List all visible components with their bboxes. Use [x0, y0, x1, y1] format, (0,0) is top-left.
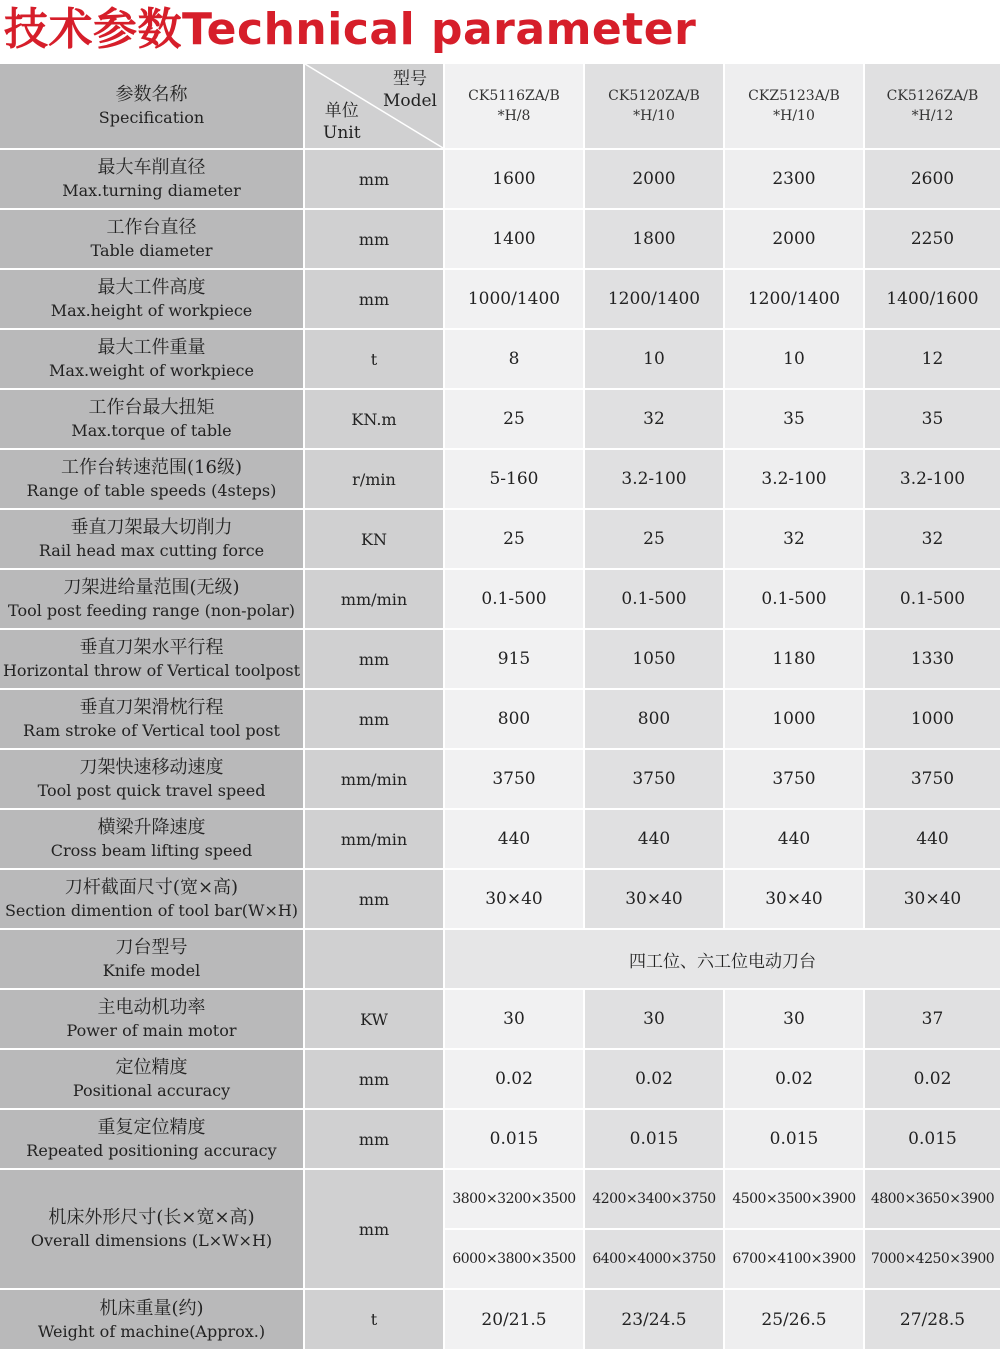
value-text: 0.02: [495, 1069, 533, 1089]
value-cell: [584, 569, 724, 629]
model-header-en: Model: [382, 91, 437, 111]
value-text: 2000: [772, 229, 816, 249]
unit-cell: [304, 629, 444, 689]
value-text: 3.2-100: [899, 469, 966, 489]
value-text: 0.1-500: [621, 589, 687, 609]
value-cell: [444, 209, 584, 269]
value-cell: [444, 149, 584, 209]
value-text: 20/21.5: [481, 1309, 547, 1330]
value-cell: [724, 449, 864, 509]
value-text: 32: [783, 529, 805, 549]
value-cell: [584, 329, 724, 389]
value-cell: [864, 689, 1000, 749]
value-text: 3750: [492, 769, 536, 789]
value-cell: [444, 809, 584, 869]
value-cell: [864, 989, 1000, 1049]
value-cell: [444, 1109, 584, 1169]
unit-cell: [304, 749, 444, 809]
value-text: 0.02: [913, 1069, 952, 1089]
spec-cell: [0, 1049, 304, 1109]
value-text: 1400/1600: [886, 289, 979, 309]
value-cell: [724, 149, 864, 209]
value-cell: [724, 509, 864, 569]
value-cell: [724, 809, 864, 869]
spec-header-zh: 参数名称: [115, 84, 188, 105]
value-cell: [864, 629, 1000, 689]
spec-zh: 主电动机功率: [97, 997, 206, 1018]
value-cell: [864, 1289, 1000, 1349]
value-text: 32: [643, 409, 665, 429]
value-text: 3750: [632, 769, 676, 789]
spec-zh: 机床外形尺寸(长×宽×高): [48, 1207, 255, 1228]
value-text: 800: [637, 709, 671, 729]
value-text: 0.015: [908, 1129, 957, 1149]
header-row: [0, 63, 1000, 149]
spec-cell: [0, 929, 304, 989]
unit-value: mm/min: [340, 589, 408, 609]
spec-zh: 垂直刀架最大切削力: [70, 517, 233, 538]
value-cell: [724, 1109, 864, 1169]
table-row: [0, 1169, 1000, 1289]
spec-cell: [0, 449, 304, 509]
spec-zh: 机床重量(约): [99, 1297, 204, 1319]
spec-en: Tool post quick travel speed: [37, 781, 266, 800]
spec-zh: 最大工件重量: [97, 337, 206, 358]
spec-cell: [0, 1109, 304, 1169]
table-row: [0, 749, 1000, 809]
value-text: 0.1-500: [761, 589, 827, 609]
model-header-cell: [724, 63, 864, 149]
dimension-cell: [444, 1169, 584, 1289]
dimension-bottom: 6000×3800×3500: [452, 1251, 576, 1267]
value-text: 0.02: [635, 1069, 673, 1089]
unit-cell: [304, 689, 444, 749]
unit-cell: [304, 869, 444, 929]
spec-cell: [0, 569, 304, 629]
model-header-cell: [864, 63, 1000, 149]
value-text: 1200/1400: [747, 289, 841, 309]
value-cell: [864, 1109, 1000, 1169]
value-cell: [584, 149, 724, 209]
value-text: 5-160: [489, 469, 539, 489]
spec-en: Max.weight of workpiece: [49, 361, 254, 380]
value-cell: [444, 269, 584, 329]
unit-cell: [304, 1169, 444, 1289]
unit-value: t: [370, 1310, 378, 1329]
value-cell: [444, 629, 584, 689]
table-row: [0, 1289, 1000, 1349]
spec-cell: [0, 629, 304, 689]
spec-cell: [0, 689, 304, 749]
value-text: 3.2-100: [621, 469, 687, 489]
value-cell: [584, 209, 724, 269]
value-text: 25: [503, 409, 525, 429]
value-text: 30×40: [765, 889, 823, 909]
unit-value: mm: [358, 1129, 390, 1149]
value-text: 1800: [632, 229, 676, 249]
value-text: 2600: [910, 169, 955, 189]
spec-en: Overall dimensions (L×W×H): [30, 1231, 273, 1250]
unit-value: KW: [360, 1009, 388, 1029]
spec-cell: [0, 869, 304, 929]
spec-en: Positional accuracy: [72, 1081, 231, 1100]
value-text: 0.015: [769, 1129, 819, 1149]
spec-zh: 最大车削直径: [97, 157, 206, 178]
unit-model-header-cell: [304, 63, 444, 149]
unit-value: mm/min: [340, 769, 408, 789]
unit-value: mm: [358, 709, 390, 729]
spec-zh: 工作台最大扭矩: [88, 397, 215, 418]
value-cell: [584, 629, 724, 689]
unit-cell: [304, 329, 444, 389]
model-name: CKZ5123A/B *H/10: [748, 88, 840, 124]
value-text: 四工位、六工位电动刀台: [629, 951, 816, 972]
value-text: 25: [643, 529, 665, 549]
table-row: [0, 389, 1000, 449]
value-cell: [724, 869, 864, 929]
model-header-cell: [584, 63, 724, 149]
spec-en: Weight of machine(Approx.): [37, 1321, 266, 1341]
unit-value: mm: [358, 229, 390, 249]
value-text: 915: [497, 649, 531, 669]
spec-en: Max.turning diameter: [62, 181, 241, 200]
value-text: 800: [497, 709, 531, 729]
value-cell: [584, 689, 724, 749]
spec-cell: [0, 989, 304, 1049]
value-cell: [444, 1049, 584, 1109]
model-name: CK5120ZA/B *H/10: [608, 88, 700, 124]
value-cell: [724, 989, 864, 1049]
spec-en: Range of table speeds (4steps): [26, 481, 277, 500]
table-row: [0, 1049, 1000, 1109]
unit-value: mm: [358, 649, 390, 669]
unit-cell: [304, 989, 444, 1049]
unit-cell: [304, 929, 444, 989]
value-text: 0.015: [629, 1129, 679, 1149]
spec-zh: 最大工件高度: [97, 277, 206, 298]
value-cell: [724, 389, 864, 449]
value-text: 3.2-100: [761, 469, 827, 489]
value-cell: [584, 389, 724, 449]
dimension-bottom: 6700×4100×3900: [732, 1251, 856, 1267]
dimension-top: 4500×3500×3900: [725, 1170, 863, 1230]
value-cell: [864, 389, 1000, 449]
value-text: 440: [916, 829, 949, 849]
unit-value: mm/min: [340, 829, 408, 849]
spec-en: Max.height of workpiece: [50, 301, 253, 320]
unit-header: [323, 100, 361, 144]
value-cell: [444, 389, 584, 449]
value-text: 23/24.5: [621, 1309, 687, 1330]
model-header-cell: [444, 63, 584, 149]
value-cell: [584, 1289, 724, 1349]
value-text: 30: [503, 1009, 525, 1029]
dimension-bottom: 7000×4250×3900: [870, 1251, 995, 1267]
value-cell: [724, 689, 864, 749]
value-cell: [724, 1049, 864, 1109]
value-text: 440: [777, 829, 811, 849]
value-text: 25/26.5: [761, 1309, 827, 1330]
dimension-cell: [584, 1169, 724, 1289]
spec-cell: [0, 329, 304, 389]
parameter-table: [0, 62, 1000, 1349]
unit-value: KN.m: [351, 409, 397, 429]
spec-cell: [0, 149, 304, 209]
value-text: 1400: [492, 229, 536, 249]
value-cell: [724, 569, 864, 629]
value-text: 0.1-500: [481, 589, 547, 609]
value-cell: [864, 329, 1000, 389]
unit-cell: [304, 269, 444, 329]
table-row: [0, 569, 1000, 629]
value-cell: [864, 569, 1000, 629]
value-cell: [444, 569, 584, 629]
value-cell: [584, 449, 724, 509]
spec-zh: 工作台直径: [106, 217, 197, 238]
value-text: 27/28.5: [899, 1309, 966, 1330]
spec-cell: [0, 749, 304, 809]
spec-zh: 刀架进给量范围(无级): [63, 577, 240, 598]
spec-cell: [0, 269, 304, 329]
table-row: [0, 809, 1000, 869]
value-cell: [864, 449, 1000, 509]
spec-header-cell: [0, 63, 304, 149]
spec-en: Horizontal throw of Vertical toolpost: [2, 661, 301, 680]
model-header-zh: 型号: [392, 69, 427, 89]
dimension-top: 3800×3200×3500: [445, 1170, 583, 1230]
value-text: 30×40: [903, 889, 962, 909]
value-text: 3750: [772, 769, 816, 789]
value-text: 30: [643, 1009, 665, 1029]
value-text: 0.02: [775, 1069, 813, 1089]
dimension-cell: [724, 1169, 864, 1289]
value-cell: [584, 509, 724, 569]
table-row: [0, 1109, 1000, 1169]
spec-en: Tool post feeding range (non-polar): [8, 601, 295, 620]
table-row: [0, 929, 1000, 989]
value-text: 1180: [772, 649, 816, 669]
model-name: CK5116ZA/B *H/8: [468, 88, 560, 124]
value-text: 2250: [910, 229, 955, 249]
spec-zh: 刀杆截面尺寸(宽×高): [64, 877, 239, 898]
value-cell: [444, 509, 584, 569]
value-cell: [864, 209, 1000, 269]
spec-en: Cross beam lifting speed: [50, 841, 253, 860]
value-text: 25: [503, 529, 525, 549]
value-cell: [444, 749, 584, 809]
table-row: [0, 509, 1000, 569]
unit-cell: [304, 149, 444, 209]
table-row: [0, 269, 1000, 329]
table-row: [0, 629, 1000, 689]
spec-header-en: Specification: [98, 108, 205, 127]
table-row: [0, 329, 1000, 389]
table-row: [0, 149, 1000, 209]
value-text: 30: [783, 1009, 805, 1029]
spec-en: Section dimention of tool bar(W×H): [4, 901, 299, 920]
value-cell: [444, 1289, 584, 1349]
value-text: 35: [921, 409, 944, 429]
value-text: 3750: [910, 769, 955, 789]
value-cell: [584, 749, 724, 809]
spec-zh: 重复定位精度: [97, 1117, 206, 1138]
value-cell: [864, 509, 1000, 569]
value-cell: [584, 1109, 724, 1169]
value-cell: [444, 329, 584, 389]
value-text: 1600: [492, 169, 536, 189]
spec-cell: [0, 389, 304, 449]
value-text: 0.015: [489, 1129, 539, 1149]
spec-zh: 垂直刀架滑枕行程: [79, 697, 224, 718]
spec-en: Max.torque of table: [71, 421, 232, 440]
table-row: [0, 689, 1000, 749]
unit-cell: [304, 809, 444, 869]
value-text: 440: [637, 829, 671, 849]
spec-en: Knife model: [102, 961, 201, 980]
unit-cell: [304, 389, 444, 449]
value-text: 30×40: [485, 889, 543, 909]
spec-en: Table diameter: [90, 241, 213, 260]
unit-value: KN: [361, 529, 387, 549]
value-cell: [584, 869, 724, 929]
unit-value: r/min: [352, 469, 396, 489]
spec-cell: [0, 509, 304, 569]
unit-cell: [304, 509, 444, 569]
model-name: CK5126ZA/B *H/12: [886, 88, 979, 124]
value-cell: [724, 749, 864, 809]
unit-value: mm: [358, 889, 390, 909]
value-cell: [584, 809, 724, 869]
spec-cell: [0, 809, 304, 869]
unit-header-en: Unit: [323, 123, 361, 143]
unit-header-zh: 单位: [324, 101, 359, 121]
unit-value: mm: [358, 289, 390, 309]
value-cell: [864, 1049, 1000, 1109]
table-row: [0, 209, 1000, 269]
value-text: 1000: [910, 709, 955, 729]
value-cell: [864, 809, 1000, 869]
value-cell: [864, 149, 1000, 209]
value-cell: [864, 869, 1000, 929]
table-row: [0, 989, 1000, 1049]
value-text: 1200/1400: [607, 289, 701, 309]
unit-value: mm: [358, 169, 390, 189]
value-text: 0.1-500: [899, 589, 966, 609]
value-text: 32: [921, 529, 944, 549]
value-cell: [864, 749, 1000, 809]
value-text: 10: [643, 349, 665, 369]
unit-value: mm: [358, 1219, 390, 1239]
spec-zh: 刀架快速移动速度: [79, 757, 224, 778]
value-text: 37: [921, 1009, 944, 1029]
value-text: 2000: [632, 169, 676, 189]
value-cell: [724, 209, 864, 269]
model-header: [383, 68, 437, 112]
value-cell: [864, 269, 1000, 329]
spec-zh: 横梁升降速度: [97, 817, 206, 838]
value-cell: [584, 1049, 724, 1109]
unit-cell: [304, 209, 444, 269]
unit-value: t: [370, 349, 378, 369]
value-text: 1000/1400: [467, 289, 561, 309]
value-cell: [724, 269, 864, 329]
unit-value: mm: [358, 1069, 390, 1089]
value-text: 10: [783, 349, 805, 369]
page-title: 技术参数Technical parameter: [4, 4, 697, 55]
unit-cell: [304, 569, 444, 629]
spec-en: Ram stroke of Vertical tool post: [23, 721, 280, 740]
spec-zh: 工作台转速范围(16级): [61, 457, 242, 478]
unit-cell: [304, 1289, 444, 1349]
value-text: 1050: [632, 649, 676, 669]
spec-zh: 垂直刀架水平行程: [79, 637, 224, 658]
knife-model-value: [444, 929, 1000, 989]
value-cell: [724, 1289, 864, 1349]
value-cell: [584, 269, 724, 329]
value-text: 2300: [772, 169, 816, 189]
spec-cell: [0, 1289, 304, 1349]
spec-zh: 定位精度: [115, 1057, 188, 1078]
value-cell: [724, 329, 864, 389]
value-text: 8: [508, 349, 520, 369]
value-text: 30×40: [625, 889, 683, 909]
value-cell: [444, 869, 584, 929]
unit-cell: [304, 1049, 444, 1109]
spec-en: Power of main motor: [66, 1021, 237, 1040]
value-text: 1330: [910, 649, 955, 669]
value-cell: [444, 989, 584, 1049]
table-row: [0, 449, 1000, 509]
dimension-top: 4800×3650×3900: [865, 1170, 1000, 1230]
unit-cell: [304, 449, 444, 509]
value-cell: [444, 689, 584, 749]
spec-en: Rail head max cutting force: [38, 541, 265, 560]
value-cell: [444, 449, 584, 509]
table-row: [0, 869, 1000, 929]
value-cell: [724, 629, 864, 689]
value-text: 440: [497, 829, 531, 849]
value-text: 35: [783, 409, 805, 429]
value-cell: [584, 989, 724, 1049]
spec-cell: [0, 209, 304, 269]
spec-en: Repeated positioning accuracy: [26, 1141, 277, 1160]
unit-cell: [304, 1109, 444, 1169]
value-text: 12: [921, 349, 944, 369]
dimension-cell: [864, 1169, 1000, 1289]
spec-zh: 刀台型号: [115, 937, 188, 958]
dimension-top: 4200×3400×3750: [585, 1170, 723, 1230]
dimension-bottom: 6400×4000×3750: [592, 1251, 716, 1267]
value-text: 1000: [772, 709, 816, 729]
spec-cell: [0, 1169, 304, 1289]
